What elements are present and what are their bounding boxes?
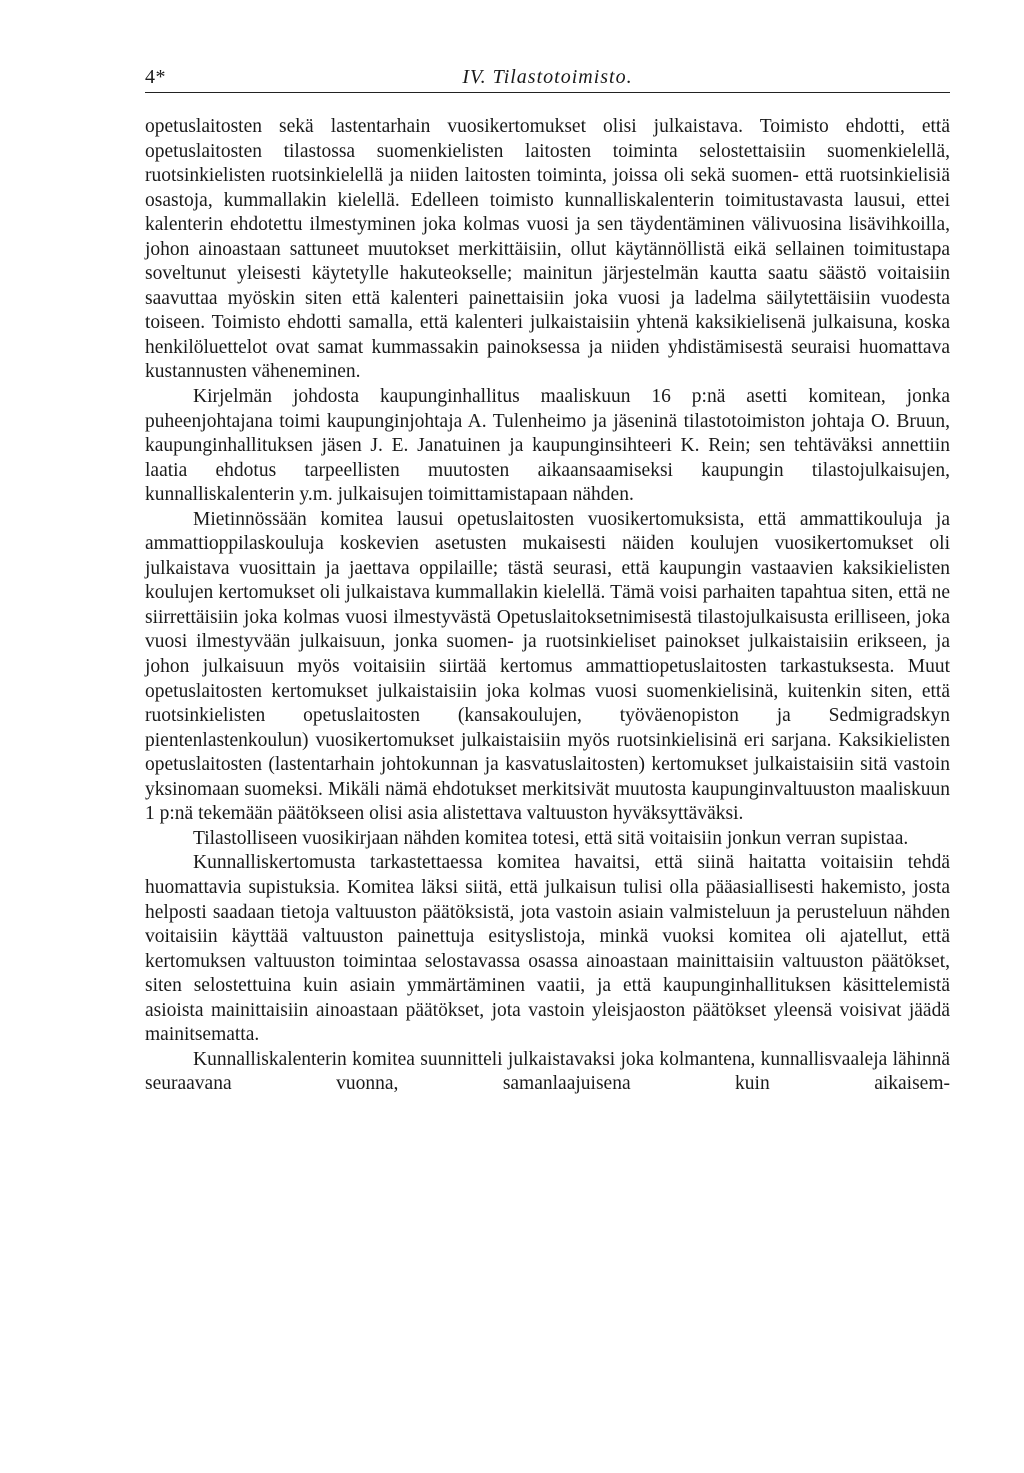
page-number: 4* [145, 66, 166, 88]
body-text [145, 115, 950, 1097]
page-header [145, 64, 950, 93]
running-title: IV. Tilastotoimisto. [462, 66, 633, 88]
paragraph: opetuslaitosten sekä lastentarhain vuosikertomukset olisi julkaistava. Toimisto ehdotti, että opetuslaitosten tilastossa suomenkielisten laitosten toiminta selostettaisiin suomenkielellä, ruotsinkielisten ruotsinkielellä ja niiden laitosten toiminta, joissa oli sekä suomen- että ruotsinkielisiä osastoja, kummallakin kielellä. Edelleen toimisto kunnalliskalenterin toimitustavasta lausui, ettei kalenterin ehdotettu ilmestyminen joka kolmas vuosi ja sen täydentäminen välivuosina lisävihkoilla, johon ainoastaan sattuneet muutokset merkittäisiin, ollut käytännöllistä eikä sellainen toimitustapa soveltunut yleisesti käytetylle hakuteokselle; mainitun järjestelmän kautta saatu säästö voitaisiin saavuttaa myöskin siten että kalenteri painettaisiin joka vuosi ja ladelma säilytettäisiin vuodesta toiseen. Toimisto ehdotti samalla, että kalenteri julkaistaisiin yhtenä kaksikielisenä julkaisuna, koska henkilöluettelot ovat samat kummassakin painoksessa ja niiden yhdistämisestä seuraisi huomattava kustannusten väheneminen. [145, 116, 950, 383]
paragraph: Mietinnössään komitea lausui opetuslaitosten vuosikertomuksista, että ammattikouluja ja ammattioppilaskouluja koskevien asetusten mukaisesti näiden koulujen vuosikertomukset oli julkaistava vuosittain ja jaettava oppilaille; tästä seurasi, että kaupungin vastaavien kaksikielisten koulujen kertomukset oli julkaistava kummallakin kielellä. Tämä voisi parhaiten tapahtua siten, että ne siirrettäisiin joka kolmas vuosi ilmestyvästä Opetuslaitoksetnimisestä tilastojulkaisusta erilliseen, joka vuosi ilmestyvään julkaisuun, jonka suomen- ja ruotsinkieliset painokset julkaistaisiin erikseen, ja johon julkaisuun myös voitaisiin siirtää kertomus ammattiopetuslaitosten tarkastuksesta. Muut opetuslaitosten kertomukset julkaistaisiin joka kolmas vuosi suomenkielisinä, kuitenkin siten, että ruotsinkielisten opetuslaitosten (kansakoulujen, työväenopiston ja Sedmigradskyn pientenlastenkoulun) vuosikertomukset julkaistaisiin myös ruotsinkielisinä eri sarjana. Kaksikielisten opetuslaitosten (lastentarhain johtokunnan ja kasvatuslaitosten) kertomukset julkaistaisiin sitä vastoin yksinomaan suomeksi. Mikäli nämä ehdotukset merkitsivät muutosta kaupunginvaltuuston maaliskuun 1 p:nä tekemään päätökseen olisi asia alistettava valtuuston hyväksyttäväksi. [145, 508, 950, 825]
paragraph: Kunnalliskalenterin komitea suunnitteli julkaistavaksi joka kolmantena, kunnallisvaaleja lähinnä seuraavana vuonna, samanlaajuisena kuin aikaisem- [145, 1048, 950, 1095]
paragraph: Kirjelmän johdosta kaupunginhallitus maaliskuun 16 p:nä asetti komitean, jonka puheenjohtajana toimi kaupunginjohtaja A. Tulenheimo ja jäseninä tilastotoimiston johtaja O. Bruun, kaupunginhallituksen jäsen J. E. Janatuinen ja kaupunginsihteeri K. Rein; sen tehtäväksi annettiin laatia ehdotus tarpeellisten muutosten aikaansaamiseksi kaupungin tilastojulkaisujen, kunnalliskalenterin y.m. julkaisujen toimittamistapaan nähden. [145, 386, 950, 506]
paragraph: Tilastolliseen vuosikirjaan nähden komitea totesi, että sitä voitaisiin jonkun verran supistaa. [193, 827, 909, 849]
paragraph: Kunnalliskertomusta tarkastettaessa komitea havaitsi, että siinä haitatta voitaisiin tehdä huomattavia supistuksia. Komitea läksi siitä, että julkaisun tulisi olla pääasiallisesti hakemisto, josta helposti saadaan tietoja valtuuston päätöksistä, jota vastoin asiain valmisteluun ja perusteluun nähden voitaisiin käyttää valtuuston painettuja esityslistoja, minkä vuoksi komitea oli ajatellut, että kertomuksen valtuuston toimintaa selostavassa osassa ainoastaan mainittaisiin valtuuston päätökset, siten selostettuina kuin asiain ymmärtäminen vaatii, ja että kaupunginhallituksen käsittelemistä asioista mainittaisiin ainoastaan päätökset, jota vastoin yleisjaoston päätökset yleensä voisivat jäädä mainitsematta. [145, 852, 950, 1046]
